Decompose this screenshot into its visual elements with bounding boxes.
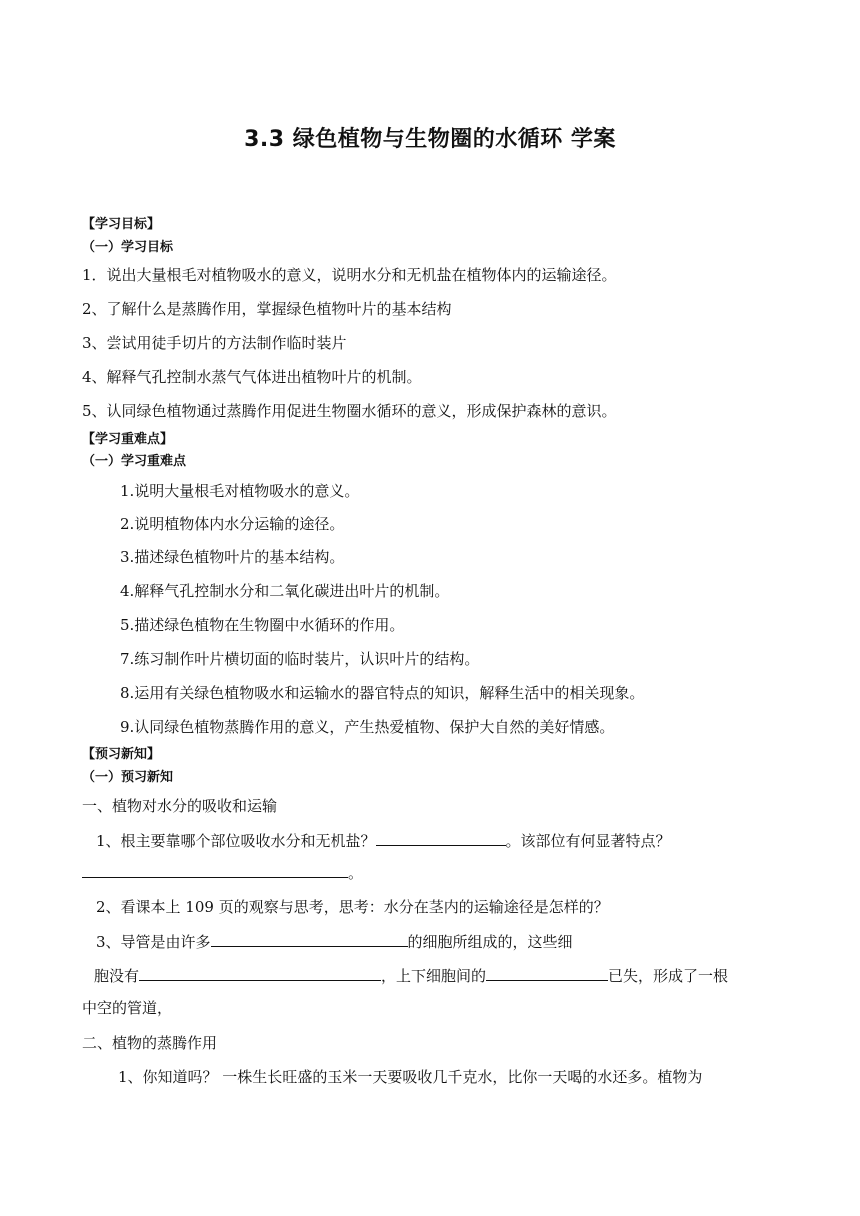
subheader-preview: （一）预习新知 xyxy=(82,770,174,785)
answer-blank[interactable] xyxy=(486,965,608,981)
part2-question-1: 1、你知道吗？ 一株生长旺盛的玉米一天要吸收几千克水，比你一天喝的水还多。植物为 xyxy=(118,1068,703,1086)
question-3-text: 已失，形成了一根 xyxy=(608,967,729,985)
objective-item: 2、了解什么是蒸腾作用，掌握绿色植物叶片的基本结构 xyxy=(82,300,452,318)
section-header-objectives: 【学习目标】 xyxy=(82,217,161,232)
question-2: 2、看课本上 109 页的观察与思考，思考：水分在茎内的运输途径是怎样的？ xyxy=(96,898,609,916)
page-title: 3.3 绿色植物与生物圈的水循环 学案 xyxy=(244,127,616,152)
objective-item: 3、尝试用徒手切片的方法制作临时装片 xyxy=(82,334,347,352)
keypoint-item: 8.运用有关绿色植物吸水和运输水的器官特点的知识，解释生活中的相关现象。 xyxy=(120,684,645,702)
keypoint-item: 5.描述绿色植物在生物圈中水循环的作用。 xyxy=(120,616,405,634)
answer-blank[interactable] xyxy=(211,931,408,947)
question-1-line2 xyxy=(82,862,363,883)
answer-blank[interactable] xyxy=(376,830,506,846)
keypoint-item: 3.描述绿色植物叶片的基本结构。 xyxy=(120,548,345,566)
question-3-text: 胞没有 xyxy=(94,967,140,985)
keypoint-item: 7.练习制作叶片横切面的临时装片，认识叶片的结构。 xyxy=(120,650,480,668)
subheader-objectives: （一）学习目标 xyxy=(82,240,174,255)
keypoint-item: 2.说明植物体内水分运输的途径。 xyxy=(120,515,345,533)
objective-item: 1．说出大量根毛对植物吸水的意义，说明水分和无机盐在植物体内的运输途径。 xyxy=(82,266,617,284)
part2-title: 二、植物的蒸腾作用 xyxy=(82,1034,218,1052)
question-1-text-cont: 。该部位有何显著特点？ xyxy=(505,832,671,850)
question-3-text-cont: 的细胞所组成的，这些细 xyxy=(407,933,573,951)
question-3-line3: 中空的管道， xyxy=(82,999,173,1017)
question-1 xyxy=(96,830,671,851)
objective-item: 5、认同绿色植物通过蒸腾作用促进生物圈水循环的意义，形成保护森林的意识。 xyxy=(82,402,617,420)
question-3-text: ，上下细胞间的 xyxy=(381,967,487,985)
question-1-text: 1、根主要靠哪个部位吸收水分和无机盐？ xyxy=(96,832,376,850)
section-header-keypoints: 【学习重难点】 xyxy=(82,432,174,447)
part1-title: 一、植物对水分的吸收和运输 xyxy=(82,797,278,815)
keypoint-item: 1.说明大量根毛对植物吸水的意义。 xyxy=(120,482,360,500)
answer-blank[interactable] xyxy=(82,862,348,878)
keypoint-item: 9.认同绿色植物蒸腾作用的意义，产生热爱植物、保护大自然的美好情感。 xyxy=(120,718,615,736)
question-3-line2 xyxy=(94,965,728,986)
question-3-text: 3、导管是由许多 xyxy=(96,933,211,951)
keypoint-item: 4.解释气孔控制水分和二氧化碳进出叶片的机制。 xyxy=(120,582,450,600)
subheader-keypoints: （一）学习重难点 xyxy=(82,454,187,469)
section-header-preview: 【预习新知】 xyxy=(82,747,161,762)
objective-item: 4、解释气孔控制水蒸气气体进出植物叶片的机制。 xyxy=(82,368,422,386)
answer-blank[interactable] xyxy=(139,965,381,981)
question-3 xyxy=(96,931,573,952)
question-1-end: 。 xyxy=(348,864,364,882)
